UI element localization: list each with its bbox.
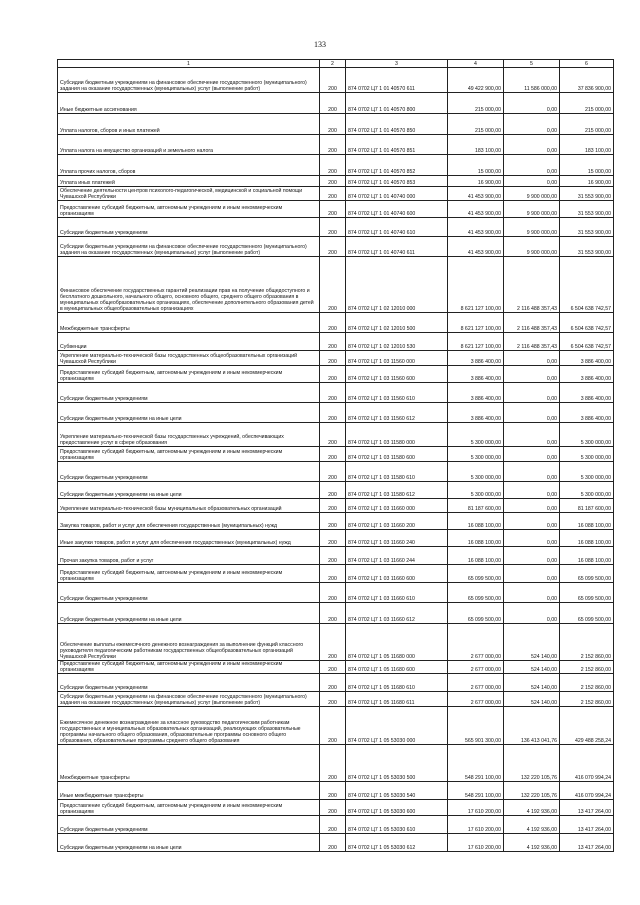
row-col2: 200 bbox=[320, 68, 346, 93]
row-col2: 200 bbox=[320, 93, 346, 114]
row-col2: 200 bbox=[320, 187, 346, 201]
row-name: Уплата прочих налогов, сборов bbox=[58, 155, 320, 176]
row-amount-remaining: 3 886 400,00 bbox=[560, 351, 614, 366]
row-amount-remaining: 5 300 000,00 bbox=[560, 447, 614, 462]
row-code: 874 0702 Ц7 1 01 40740 611 bbox=[346, 237, 448, 257]
row-name: Укрепление материально-технической базы государственных общеобразовательных организаций Чувашской Республики bbox=[58, 351, 320, 366]
table-row bbox=[58, 237, 614, 257]
row-amount-executed: 2 116 488 357,43 bbox=[504, 257, 560, 313]
row-amount-executed: 132 220 105,76 bbox=[504, 782, 560, 800]
row-code: 874 0702 Ц7 1 05 53030 500 bbox=[346, 745, 448, 782]
row-amount-executed: 4 192 936,00 bbox=[504, 800, 560, 816]
row-col2: 200 bbox=[320, 782, 346, 800]
row-amount-approved: 3 886 400,00 bbox=[448, 366, 504, 383]
row-code: 874 0702 Ц7 1 01 40740 610 bbox=[346, 218, 448, 237]
row-amount-executed: 2 116 488 357,43 bbox=[504, 333, 560, 351]
row-amount-approved: 2 677 000,00 bbox=[448, 661, 504, 674]
row-col2: 200 bbox=[320, 403, 346, 423]
row-amount-approved: 17 610 200,00 bbox=[448, 834, 504, 852]
row-amount-executed: 0,00 bbox=[504, 482, 560, 499]
table-row bbox=[58, 834, 614, 852]
row-amount-approved: 548 291 100,00 bbox=[448, 782, 504, 800]
row-amount-approved: 65 099 500,00 bbox=[448, 603, 504, 624]
table-row bbox=[58, 624, 614, 661]
row-col2: 200 bbox=[320, 237, 346, 257]
row-amount-remaining: 2 152 860,00 bbox=[560, 674, 614, 692]
row-name: Субсидии бюджетным учреждениям bbox=[58, 383, 320, 403]
row-amount-approved: 41 453 900,00 bbox=[448, 237, 504, 257]
row-name: Предоставление субсидий бюджетным, автономным учреждениям и иным некоммерческим организациям bbox=[58, 447, 320, 462]
table-row bbox=[58, 782, 614, 800]
row-amount-remaining: 16 088 100,00 bbox=[560, 530, 614, 547]
row-col2: 200 bbox=[320, 201, 346, 218]
row-name: Субсидии бюджетным учреждениям bbox=[58, 674, 320, 692]
row-code: 874 0702 Ц7 1 05 53030 000 bbox=[346, 707, 448, 745]
row-amount-approved: 17 610 200,00 bbox=[448, 800, 504, 816]
table-row bbox=[58, 68, 614, 93]
row-name: Обеспечение выплаты ежемесячного денежного вознаграждения за выполнение функций классного руководителя педагогическим работникам государственных общеобразовательных организаций Чувашской Республики bbox=[58, 624, 320, 661]
row-code: 874 0702 Ц7 1 01 40570 851 bbox=[346, 135, 448, 155]
row-col2: 200 bbox=[320, 383, 346, 403]
row-amount-executed: 524 140,00 bbox=[504, 692, 560, 707]
row-name: Субсидии бюджетным учреждениям на иные цели bbox=[58, 834, 320, 852]
table-row bbox=[58, 201, 614, 218]
row-code: 874 0702 Ц7 1 01 40740 600 bbox=[346, 201, 448, 218]
row-name: Межбюджетные трансферты bbox=[58, 313, 320, 333]
row-amount-remaining: 5 300 000,00 bbox=[560, 423, 614, 447]
row-amount-approved: 3 886 400,00 bbox=[448, 403, 504, 423]
row-name: Иные межбюджетные трансферты bbox=[58, 782, 320, 800]
row-amount-remaining: 416 070 994,24 bbox=[560, 745, 614, 782]
row-name: Субсидии бюджетным учреждениям на финансовое обеспечение государственного (муниципального) задания на оказание государственных (муниципальных) услуг (выполнение работ) bbox=[58, 692, 320, 707]
column-header: 6 bbox=[560, 60, 614, 68]
row-amount-executed: 0,00 bbox=[504, 383, 560, 403]
row-code: 874 0702 Ц7 1 03 11660 612 bbox=[346, 603, 448, 624]
row-amount-remaining: 31 553 900,00 bbox=[560, 218, 614, 237]
row-name: Субвенции bbox=[58, 333, 320, 351]
table-row bbox=[58, 707, 614, 745]
row-col2: 200 bbox=[320, 834, 346, 852]
table-row bbox=[58, 462, 614, 482]
row-code: 874 0702 Ц7 1 03 11660 600 bbox=[346, 565, 448, 583]
row-name: Субсидии бюджетным учреждениям на финансовое обеспечение государственного (муниципального) задания на оказание государственных (муниципальных) услуг (выполнение работ) bbox=[58, 237, 320, 257]
table-row bbox=[58, 218, 614, 237]
row-amount-approved: 41 453 900,00 bbox=[448, 187, 504, 201]
row-name: Субсидии бюджетным учреждениям на иные цели bbox=[58, 482, 320, 499]
row-code: 874 0702 Ц7 1 01 40570 850 bbox=[346, 114, 448, 135]
row-amount-executed: 9 900 000,00 bbox=[504, 187, 560, 201]
row-amount-approved: 2 677 000,00 bbox=[448, 624, 504, 661]
row-name: Субсидии бюджетным учреждениям bbox=[58, 583, 320, 603]
row-amount-remaining: 16 088 100,00 bbox=[560, 547, 614, 565]
row-code: 874 0702 Ц7 1 05 11680 600 bbox=[346, 661, 448, 674]
row-amount-executed: 0,00 bbox=[504, 403, 560, 423]
row-amount-remaining: 2 152 860,00 bbox=[560, 661, 614, 674]
table-row bbox=[58, 800, 614, 816]
table-row bbox=[58, 155, 614, 176]
row-name: Субсидии бюджетным учреждениям на иные цели bbox=[58, 403, 320, 423]
row-amount-executed: 524 140,00 bbox=[504, 624, 560, 661]
column-header: 2 bbox=[320, 60, 346, 68]
row-name: Предоставление субсидий бюджетным, автономным учреждениям и иным некоммерческим организациям bbox=[58, 661, 320, 674]
row-code: 874 0702 Ц7 1 05 53030 610 bbox=[346, 816, 448, 834]
row-amount-approved: 8 621 127 100,00 bbox=[448, 313, 504, 333]
row-amount-remaining: 16 900,00 bbox=[560, 176, 614, 187]
row-amount-executed: 0,00 bbox=[504, 547, 560, 565]
row-amount-approved: 16 088 100,00 bbox=[448, 547, 504, 565]
table-row bbox=[58, 499, 614, 513]
table-row bbox=[58, 692, 614, 707]
row-amount-remaining: 3 886 400,00 bbox=[560, 366, 614, 383]
row-code: 874 0702 Ц7 1 03 11580 600 bbox=[346, 447, 448, 462]
row-amount-executed: 0,00 bbox=[504, 135, 560, 155]
table-row bbox=[58, 187, 614, 201]
row-amount-executed: 0,00 bbox=[504, 155, 560, 176]
table-row bbox=[58, 423, 614, 447]
row-amount-remaining: 416 070 994,24 bbox=[560, 782, 614, 800]
row-amount-remaining: 6 504 638 742,57 bbox=[560, 333, 614, 351]
row-amount-executed: 9 900 000,00 bbox=[504, 237, 560, 257]
row-code: 874 0702 Ц7 1 01 40740 000 bbox=[346, 187, 448, 201]
row-col2: 200 bbox=[320, 447, 346, 462]
row-code: 874 0702 Ц7 1 01 40570 853 bbox=[346, 176, 448, 187]
row-name: Предоставление субсидий бюджетным, автономным учреждениям и иным некоммерческим организациям bbox=[58, 366, 320, 383]
row-amount-approved: 41 453 900,00 bbox=[448, 201, 504, 218]
row-col2: 200 bbox=[320, 707, 346, 745]
row-code: 874 0702 Ц7 1 02 12010 530 bbox=[346, 333, 448, 351]
row-amount-executed: 0,00 bbox=[504, 565, 560, 583]
row-amount-executed: 0,00 bbox=[504, 366, 560, 383]
row-amount-approved: 41 453 900,00 bbox=[448, 218, 504, 237]
row-code: 874 0702 Ц7 1 03 11580 612 bbox=[346, 482, 448, 499]
table-row bbox=[58, 565, 614, 583]
row-amount-executed: 0,00 bbox=[504, 603, 560, 624]
row-amount-executed: 0,00 bbox=[504, 114, 560, 135]
row-name: Уплата иных платежей bbox=[58, 176, 320, 187]
row-code: 874 0702 Ц7 1 05 11680 610 bbox=[346, 674, 448, 692]
row-col2: 200 bbox=[320, 423, 346, 447]
row-amount-remaining: 429 488 258,24 bbox=[560, 707, 614, 745]
row-amount-remaining: 15 000,00 bbox=[560, 155, 614, 176]
row-amount-remaining: 81 187 600,00 bbox=[560, 499, 614, 513]
row-code: 874 0702 Ц7 1 03 11580 000 bbox=[346, 423, 448, 447]
row-amount-executed: 0,00 bbox=[504, 499, 560, 513]
row-code: 874 0702 Ц7 1 03 11560 612 bbox=[346, 403, 448, 423]
row-name: Межбюджетные трансферты bbox=[58, 745, 320, 782]
row-amount-executed: 0,00 bbox=[504, 176, 560, 187]
row-col2: 200 bbox=[320, 745, 346, 782]
row-col2: 200 bbox=[320, 603, 346, 624]
row-name: Уплата налогов, сборов и иных платежей bbox=[58, 114, 320, 135]
row-amount-approved: 16 088 100,00 bbox=[448, 530, 504, 547]
row-amount-approved: 548 291 100,00 bbox=[448, 745, 504, 782]
row-amount-executed: 0,00 bbox=[504, 447, 560, 462]
row-col2: 200 bbox=[320, 800, 346, 816]
row-amount-approved: 17 610 200,00 bbox=[448, 816, 504, 834]
row-amount-remaining: 6 504 638 742,57 bbox=[560, 313, 614, 333]
row-amount-approved: 65 099 500,00 bbox=[448, 583, 504, 603]
row-col2: 200 bbox=[320, 499, 346, 513]
row-code: 874 0702 Ц7 1 01 40570 611 bbox=[346, 68, 448, 93]
row-amount-approved: 215 000,00 bbox=[448, 114, 504, 135]
table-row bbox=[58, 257, 614, 313]
row-col2: 200 bbox=[320, 135, 346, 155]
table-row bbox=[58, 93, 614, 114]
row-amount-executed: 524 140,00 bbox=[504, 661, 560, 674]
row-name: Предоставление субсидий бюджетным, автономным учреждениям и иным некоммерческим организациям bbox=[58, 201, 320, 218]
row-col2: 200 bbox=[320, 333, 346, 351]
row-code: 874 0702 Ц7 1 03 11660 240 bbox=[346, 530, 448, 547]
row-col2: 200 bbox=[320, 513, 346, 530]
row-code: 874 0702 Ц7 1 03 11560 610 bbox=[346, 383, 448, 403]
row-amount-remaining: 5 300 000,00 bbox=[560, 482, 614, 499]
table-row bbox=[58, 816, 614, 834]
row-code: 874 0702 Ц7 1 02 12010 000 bbox=[346, 257, 448, 313]
row-amount-remaining: 16 088 100,00 bbox=[560, 513, 614, 530]
row-name: Финансовое обеспечение государственных гарантий реализации прав на получение общедоступного и бесплатного дошкольного, начального общего, основного общего, среднего общего образования в муниципальных общеобразовательных организациях, обеспечение дополнительного образования детей в муниципальных общеобразовательных организациях bbox=[58, 257, 320, 313]
row-col2: 200 bbox=[320, 257, 346, 313]
row-amount-remaining: 13 417 264,00 bbox=[560, 816, 614, 834]
row-code: 874 0702 Ц7 1 05 11680 611 bbox=[346, 692, 448, 707]
row-amount-approved: 2 677 000,00 bbox=[448, 674, 504, 692]
row-amount-remaining: 3 886 400,00 bbox=[560, 403, 614, 423]
row-amount-remaining: 13 417 264,00 bbox=[560, 800, 614, 816]
row-amount-remaining: 65 099 500,00 bbox=[560, 603, 614, 624]
row-amount-remaining: 215 000,00 bbox=[560, 114, 614, 135]
row-amount-executed: 0,00 bbox=[504, 513, 560, 530]
table-row bbox=[58, 351, 614, 366]
row-name: Иные закупки товаров, работ и услуг для обеспечения государственных (муниципальных) нужд bbox=[58, 530, 320, 547]
row-col2: 200 bbox=[320, 351, 346, 366]
row-name: Субсидии бюджетным учреждениям на финансовое обеспечение государственного (муниципального) задания на оказание государственных (муниципальных) услуг (выполнение работ) bbox=[58, 68, 320, 93]
row-col2: 200 bbox=[320, 462, 346, 482]
table-row bbox=[58, 513, 614, 530]
header-row bbox=[58, 60, 614, 68]
row-amount-approved: 183 100,00 bbox=[448, 135, 504, 155]
table-row bbox=[58, 403, 614, 423]
row-code: 874 0702 Ц7 1 03 11560 000 bbox=[346, 351, 448, 366]
row-amount-approved: 215 000,00 bbox=[448, 93, 504, 114]
row-amount-remaining: 6 504 638 742,57 bbox=[560, 257, 614, 313]
row-amount-remaining: 2 152 860,00 bbox=[560, 624, 614, 661]
table-row bbox=[58, 114, 614, 135]
row-code: 874 0702 Ц7 1 02 12010 500 bbox=[346, 313, 448, 333]
row-amount-remaining: 2 152 860,00 bbox=[560, 692, 614, 707]
table-row bbox=[58, 547, 614, 565]
row-amount-executed: 2 116 488 357,43 bbox=[504, 313, 560, 333]
table-row bbox=[58, 530, 614, 547]
row-col2: 200 bbox=[320, 692, 346, 707]
row-amount-remaining: 31 553 900,00 bbox=[560, 201, 614, 218]
row-amount-remaining: 215 000,00 bbox=[560, 93, 614, 114]
row-amount-executed: 4 192 936,00 bbox=[504, 834, 560, 852]
row-col2: 200 bbox=[320, 661, 346, 674]
row-amount-approved: 15 000,00 bbox=[448, 155, 504, 176]
row-col2: 200 bbox=[320, 482, 346, 499]
row-amount-executed: 0,00 bbox=[504, 423, 560, 447]
row-amount-executed: 0,00 bbox=[504, 530, 560, 547]
row-amount-executed: 9 900 000,00 bbox=[504, 218, 560, 237]
row-amount-approved: 65 099 500,00 bbox=[448, 565, 504, 583]
table-row bbox=[58, 313, 614, 333]
row-col2: 200 bbox=[320, 816, 346, 834]
row-amount-approved: 5 300 000,00 bbox=[448, 423, 504, 447]
row-col2: 200 bbox=[320, 547, 346, 565]
row-code: 874 0702 Ц7 1 05 53030 600 bbox=[346, 800, 448, 816]
column-header: 5 bbox=[504, 60, 560, 68]
row-name: Субсидии бюджетным учреждениям bbox=[58, 816, 320, 834]
column-header: 1 bbox=[58, 60, 320, 68]
row-amount-approved: 8 621 127 100,00 bbox=[448, 333, 504, 351]
table-row bbox=[58, 603, 614, 624]
table-row bbox=[58, 674, 614, 692]
row-amount-executed: 0,00 bbox=[504, 583, 560, 603]
row-col2: 200 bbox=[320, 155, 346, 176]
table-row bbox=[58, 447, 614, 462]
row-amount-executed: 4 192 936,00 bbox=[504, 816, 560, 834]
row-name: Укрепление материально-технической базы муниципальных образовательных организаций bbox=[58, 499, 320, 513]
row-name: Субсидии бюджетным учреждениям bbox=[58, 218, 320, 237]
table-row bbox=[58, 482, 614, 499]
row-amount-remaining: 31 553 900,00 bbox=[560, 187, 614, 201]
row-amount-approved: 81 187 600,00 bbox=[448, 499, 504, 513]
row-code: 874 0702 Ц7 1 03 11560 600 bbox=[346, 366, 448, 383]
row-name: Обеспечение деятельности центров психолого-педагогической, медицинской и социальной помощи Чувашской Республики bbox=[58, 187, 320, 201]
row-amount-approved: 3 886 400,00 bbox=[448, 351, 504, 366]
table-row bbox=[58, 745, 614, 782]
row-amount-remaining: 5 300 000,00 bbox=[560, 462, 614, 482]
row-col2: 200 bbox=[320, 176, 346, 187]
budget-table bbox=[57, 59, 614, 852]
row-amount-approved: 49 422 900,00 bbox=[448, 68, 504, 93]
table-row bbox=[58, 366, 614, 383]
row-col2: 200 bbox=[320, 583, 346, 603]
column-header: 3 bbox=[346, 60, 448, 68]
row-name: Уплата налога на имущество организаций и земельного налога bbox=[58, 135, 320, 155]
row-code: 874 0702 Ц7 1 05 11680 000 bbox=[346, 624, 448, 661]
row-amount-approved: 565 901 300,00 bbox=[448, 707, 504, 745]
row-amount-approved: 16 900,00 bbox=[448, 176, 504, 187]
row-amount-approved: 5 300 000,00 bbox=[448, 447, 504, 462]
row-amount-approved: 5 300 000,00 bbox=[448, 462, 504, 482]
row-col2: 200 bbox=[320, 674, 346, 692]
row-amount-remaining: 3 886 400,00 bbox=[560, 383, 614, 403]
row-amount-executed: 11 586 000,00 bbox=[504, 68, 560, 93]
table-row bbox=[58, 333, 614, 351]
row-amount-remaining: 65 099 500,00 bbox=[560, 565, 614, 583]
row-name: Иные бюджетные ассигнования bbox=[58, 93, 320, 114]
row-code: 874 0702 Ц7 1 03 11660 000 bbox=[346, 499, 448, 513]
row-name: Укрепление материально-технической базы государственных учреждений, обеспечивающих предоставление услуг в сфере образования bbox=[58, 423, 320, 447]
row-amount-executed: 0,00 bbox=[504, 93, 560, 114]
table-row bbox=[58, 661, 614, 674]
row-code: 874 0702 Ц7 1 03 11660 200 bbox=[346, 513, 448, 530]
row-amount-approved: 16 088 100,00 bbox=[448, 513, 504, 530]
row-code: 874 0702 Ц7 1 05 53030 612 bbox=[346, 834, 448, 852]
row-amount-executed: 0,00 bbox=[504, 462, 560, 482]
row-name: Закупка товаров, работ и услуг для обеспечения государственных (муниципальных) нужд bbox=[58, 513, 320, 530]
row-code: 874 0702 Ц7 1 01 40570 800 bbox=[346, 93, 448, 114]
table-row bbox=[58, 383, 614, 403]
row-code: 874 0702 Ц7 1 03 11660 610 bbox=[346, 583, 448, 603]
row-code: 874 0702 Ц7 1 01 40570 852 bbox=[346, 155, 448, 176]
row-col2: 200 bbox=[320, 624, 346, 661]
row-amount-executed: 132 220 105,76 bbox=[504, 745, 560, 782]
row-col2: 200 bbox=[320, 218, 346, 237]
row-amount-approved: 8 621 127 100,00 bbox=[448, 257, 504, 313]
row-amount-approved: 5 300 000,00 bbox=[448, 482, 504, 499]
row-name: Предоставление субсидий бюджетным, автономным учреждениям и иным некоммерческим организациям bbox=[58, 565, 320, 583]
row-amount-executed: 0,00 bbox=[504, 351, 560, 366]
row-amount-executed: 136 413 041,76 bbox=[504, 707, 560, 745]
row-amount-executed: 9 900 000,00 bbox=[504, 201, 560, 218]
row-name: Субсидии бюджетным учреждениям bbox=[58, 462, 320, 482]
row-amount-remaining: 65 099 500,00 bbox=[560, 583, 614, 603]
row-name: Предоставление субсидий бюджетным, автономным учреждениям и иным некоммерческим организациям bbox=[58, 800, 320, 816]
row-name: Субсидии бюджетным учреждениям на иные цели bbox=[58, 603, 320, 624]
table-row bbox=[58, 176, 614, 187]
row-amount-remaining: 13 417 264,00 bbox=[560, 834, 614, 852]
table-row bbox=[58, 135, 614, 155]
row-amount-remaining: 37 836 900,00 bbox=[560, 68, 614, 93]
row-code: 874 0702 Ц7 1 03 11660 244 bbox=[346, 547, 448, 565]
row-amount-remaining: 31 553 900,00 bbox=[560, 237, 614, 257]
row-col2: 200 bbox=[320, 565, 346, 583]
row-col2: 200 bbox=[320, 366, 346, 383]
row-amount-remaining: 183 100,00 bbox=[560, 135, 614, 155]
row-amount-approved: 2 677 000,00 bbox=[448, 692, 504, 707]
row-col2: 200 bbox=[320, 313, 346, 333]
row-col2: 200 bbox=[320, 530, 346, 547]
row-code: 874 0702 Ц7 1 03 11580 610 bbox=[346, 462, 448, 482]
row-name: Прочая закупка товаров, работ и услуг bbox=[58, 547, 320, 565]
row-code: 874 0702 Ц7 1 05 53030 540 bbox=[346, 782, 448, 800]
page-number: 133 bbox=[314, 40, 326, 49]
row-amount-approved: 3 886 400,00 bbox=[448, 383, 504, 403]
row-name: Ежемесячное денежное вознаграждение за классное руководство педагогическим работникам государственных и муниципальных образовательных организаций, реализующих образовательные программы начального общего образования, образовательные программы основного общего образования, образовательные программы среднего общего образования bbox=[58, 707, 320, 745]
row-col2: 200 bbox=[320, 114, 346, 135]
column-header: 4 bbox=[448, 60, 504, 68]
table-row bbox=[58, 583, 614, 603]
row-amount-executed: 524 140,00 bbox=[504, 674, 560, 692]
